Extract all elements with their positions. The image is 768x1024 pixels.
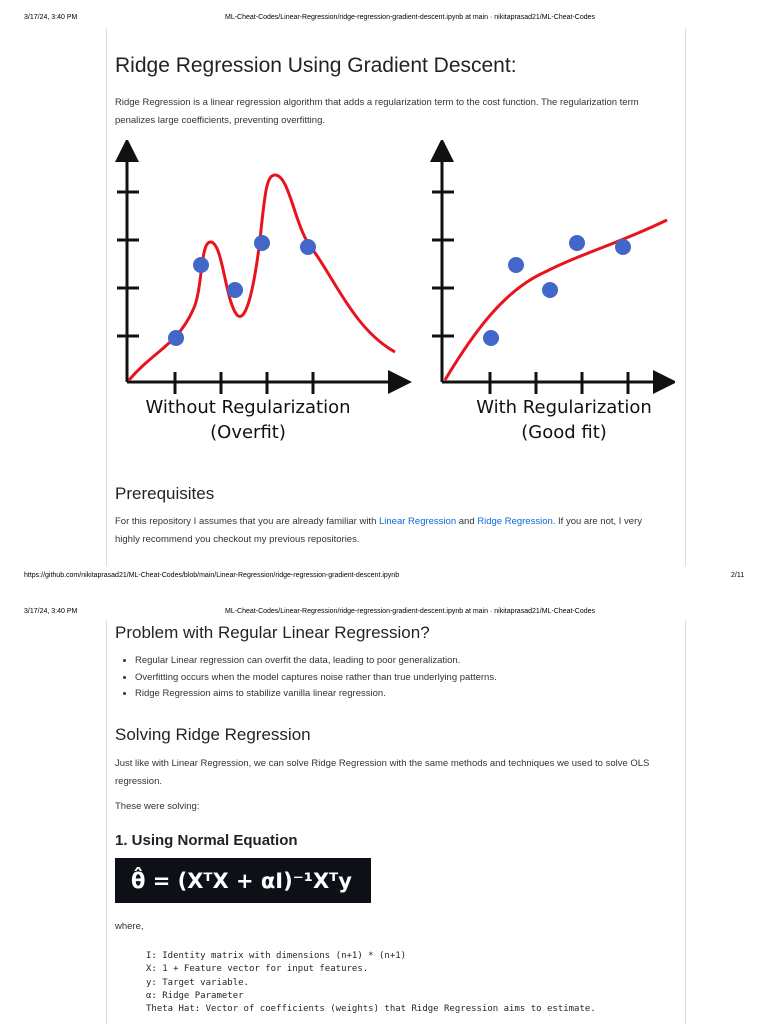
solving-line: Just like with Linear Regression, we can solve Ridge Regression with the same methods and techniques we used to solve OLS (115, 758, 650, 769)
content-border-right (685, 28, 686, 566)
regularization-figure (115, 140, 675, 460)
print-date: 3/17/24, 3:40 PM (24, 608, 78, 615)
solving-paragraph (115, 755, 685, 791)
solving-note: These were solving: (115, 801, 200, 812)
definitions-code-block (146, 950, 596, 1016)
list-item: • Ridge Regression aims to stabilize vanilla linear regression. (135, 686, 497, 703)
code-line: I: Identity matrix with dimensions (n+1) * (n+1) (146, 951, 407, 961)
intro-line-2: penalizes large coefficients, preventing overfitting. (115, 115, 326, 126)
footer-page-number: 2/11 (731, 572, 745, 579)
linear-regression-link[interactable]: Linear Regression (379, 516, 457, 527)
content-border-right (685, 620, 686, 1024)
where-label: where, (115, 921, 144, 932)
data-point (168, 330, 184, 346)
code-line: y: Target variable. (146, 977, 249, 988)
good-fit-curve (445, 220, 667, 380)
svg-text:θ̂ = (XᵀX + αI)⁻¹Xᵀy: θ̂ = (XᵀX + αI)⁻¹Xᵀy (131, 869, 352, 893)
prereq-text: For this repository I assumes that you are already familiar with (115, 516, 379, 527)
data-point (542, 282, 558, 298)
data-point (254, 235, 270, 251)
code-line: α: Ridge Parameter (146, 990, 244, 1001)
data-point (569, 235, 585, 251)
data-point (483, 330, 499, 346)
normal-equation-heading: 1. Using Normal Equation (115, 832, 298, 849)
overfit-points (168, 235, 316, 346)
right-axes (432, 150, 665, 394)
right-caption-line-2: (Good fit) (521, 422, 607, 443)
content-border-left (106, 28, 107, 566)
prereq-text: . If you are not, I very (552, 516, 642, 527)
solving-line: regression. (115, 776, 162, 787)
problem-list (115, 653, 497, 703)
code-line: X: 1 + Feature vector for input features. (146, 964, 369, 975)
list-item: • Overfitting occurs when the model captures noise rather than true underlying patterns. (135, 670, 497, 687)
left-caption-line-1: Without Regularization (145, 397, 351, 418)
data-point (193, 257, 209, 273)
data-point (615, 239, 631, 255)
normal-equation-image (115, 858, 371, 903)
prereq-text: and (456, 516, 478, 527)
intro-paragraph (115, 94, 685, 130)
data-point (300, 239, 316, 255)
ridge-regression-link[interactable]: Ridge Regression (477, 516, 553, 527)
left-axes (117, 150, 400, 394)
print-title: ML-Cheat-Codes/Linear-Regression/ridge-regression-gradient-descent.ipynb at main · nikitaprasad21/ML-Cheat-Codes (225, 608, 596, 615)
data-point (508, 257, 524, 273)
prerequisites-heading: Prerequisites (115, 484, 215, 503)
code-line: Theta Hat: Vector of coefficients (weights) that Ridge Regression aims to estimate. (146, 1004, 596, 1015)
prereq-text: highly recommend you checkout my previous repositories. (115, 534, 360, 545)
problem-heading: Problem with Regular Linear Regression? (115, 623, 430, 642)
list-item: • Regular Linear regression can overfit the data, leading to poor generalization. (135, 653, 497, 670)
content-border-left (106, 620, 107, 1024)
print-title: ML-Cheat-Codes/Linear-Regression/ridge-regression-gradient-descent.ipynb at main · nikitaprasad21/ML-Cheat-Codes (225, 14, 596, 21)
good-fit-points (483, 235, 631, 346)
left-caption-line-2: (Overfit) (210, 422, 286, 443)
right-caption-line-1: With Regularization (476, 397, 652, 418)
print-date: 3/17/24, 3:40 PM (24, 14, 78, 21)
data-point (227, 282, 243, 298)
footer-url: https://github.com/nikitaprasad21/ML-Cheat-Codes/blob/main/Linear-Regression/ridge-regression-gradient-descent.ipynb (24, 572, 400, 579)
page-title: Ridge Regression Using Gradient Descent: (115, 54, 517, 77)
overfit-curve (129, 175, 395, 380)
prerequisites-paragraph (115, 513, 685, 549)
intro-line-1: Ridge Regression is a linear regression algorithm that adds a regularization term to the cost function. The regularization term (115, 97, 639, 108)
solving-heading: Solving Ridge Regression (115, 725, 311, 744)
